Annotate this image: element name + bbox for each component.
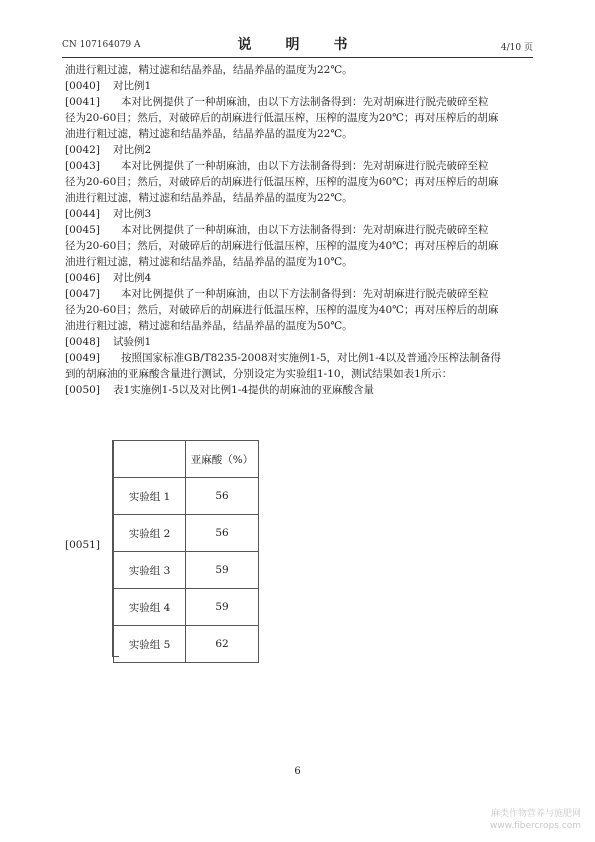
text: 油进行粗过滤，精过滤和结晶养晶，结晶养晶的温度为50℃。 [65, 320, 353, 332]
paragraph-number: [0049] [65, 352, 100, 364]
text-line [65, 94, 535, 110]
text: 试验例1 [113, 336, 152, 348]
value-cell: 62 [186, 626, 259, 663]
document-title: 说 明 书 [237, 37, 358, 53]
group-cell: 实验组 4 [114, 589, 186, 626]
text-line [65, 174, 535, 190]
text: 对比例4 [113, 272, 152, 284]
text-line [65, 78, 535, 94]
watermark-url: www.fibercrops.com [490, 821, 581, 831]
paragraph-number: [0041] [65, 96, 100, 108]
page-header [62, 34, 533, 56]
value-cell: 56 [186, 478, 259, 515]
paragraph-number: [0040] [65, 80, 100, 92]
value-cell: 56 [186, 515, 259, 552]
paragraph-number: [0044] [65, 208, 100, 220]
text-line [65, 126, 535, 142]
text: 表1实施例1-5以及对比例1-4提供的胡麻油的亚麻酸含量 [113, 384, 374, 396]
page-number: 6 [294, 766, 301, 777]
paragraph-number: [0043] [65, 160, 100, 172]
text: 油进行粗过滤，精过滤和结晶养晶，结晶养晶的温度为22℃。 [65, 128, 353, 140]
table-row [114, 626, 259, 663]
table-row [114, 515, 259, 552]
text-line [65, 350, 535, 366]
paragraph-number: [0045] [65, 224, 100, 236]
paragraph-number: [0051] [65, 539, 100, 551]
text-line [65, 206, 535, 222]
value-cell: 59 [186, 552, 259, 589]
text-line [65, 238, 535, 254]
text-line [65, 222, 535, 238]
watermark [490, 808, 581, 832]
text: 对比例2 [113, 144, 152, 156]
value-cell: 59 [186, 589, 259, 626]
text-line [65, 270, 535, 286]
linolenic-acid-table [113, 440, 259, 663]
text-line [65, 318, 535, 334]
text: 对比例3 [113, 208, 152, 220]
text: 油进行粗过滤，精过滤和结晶养晶，结晶养晶的温度为22℃。 [65, 192, 353, 204]
document-body [65, 62, 535, 398]
text: 按照国家标准GB/T8235-2008对实施例1-5，对比例1-4以及普通冷压榨法制备得 [121, 352, 501, 364]
paragraph-number: [0042] [65, 144, 100, 156]
patent-number: CN 107164079 A [62, 40, 141, 50]
group-cell: 实验组 3 [114, 552, 186, 589]
text-line [65, 190, 535, 206]
text-line [65, 110, 535, 126]
header-rule [62, 57, 533, 58]
text-line [65, 366, 535, 382]
text-line [65, 334, 535, 350]
text: 本对比例提供了一种胡麻油，由以下方法制备得到：先对胡麻进行脱壳破碎至粒 [121, 224, 489, 236]
group-cell: 实验组 1 [114, 478, 186, 515]
text: 油进行粗过滤，精过滤和结晶养晶，结晶养晶的温度为22℃。 [65, 64, 353, 76]
text-line [65, 142, 535, 158]
table-row [114, 589, 259, 626]
table-header-row [114, 441, 259, 478]
group-cell: 实验组 2 [114, 515, 186, 552]
text: 径为20-60目；然后，对破碎后的胡麻进行低温压榨，压榨的温度为40℃；再对压榨后的胡麻 [65, 240, 499, 252]
table-row [114, 478, 259, 515]
text: 径为20-60目；然后，对破碎后的胡麻进行低温压榨，压榨的温度为40℃；再对压榨后的胡麻 [65, 304, 499, 316]
paragraph-number: [0046] [65, 272, 100, 284]
group-cell [114, 441, 186, 478]
text: 本对比例提供了一种胡麻油，由以下方法制备得到：先对胡麻进行脱壳破碎至粒 [121, 160, 489, 172]
text: 径为20-60目；然后，对破碎后的胡麻进行低温压榨，压榨的温度为60℃；再对压榨后的胡麻 [65, 176, 499, 188]
paragraph-number: [0050] [65, 384, 100, 396]
text: 本对比例提供了一种胡麻油，由以下方法制备得到：先对胡麻进行脱壳破碎至粒 [121, 288, 489, 300]
text-line [65, 62, 535, 78]
paragraph-number: [0048] [65, 336, 100, 348]
text: 油进行粗过滤，精过滤和结晶养晶，结晶养晶的温度为10℃。 [65, 256, 353, 268]
table-row [114, 552, 259, 589]
text: 到的胡麻油的亚麻酸含量进行测试，分别设定为实验组1-10，测试结果如表1所示： [65, 368, 453, 380]
paragraph-number: [0047] [65, 288, 100, 300]
text-line [65, 302, 535, 318]
watermark-title: 麻类作物营养与施肥网 [490, 809, 581, 819]
text-line [65, 382, 535, 398]
group-cell: 实验组 5 [114, 626, 186, 663]
text-line [65, 254, 535, 270]
text-line [65, 286, 535, 302]
table-block [65, 438, 535, 658]
text-line [65, 158, 535, 174]
text: 本对比例提供了一种胡麻油，由以下方法制备得到：先对胡麻进行脱壳破碎至粒 [121, 96, 489, 108]
text: 径为20-60目；然后，对破碎后的胡麻进行低温压榨，压榨的温度为20℃；再对压榨后的胡麻 [65, 112, 499, 124]
text: 对比例1 [113, 80, 152, 92]
value-cell: 亚麻酸（%） [186, 441, 259, 478]
page-counter: 4/10 页 [500, 43, 533, 53]
